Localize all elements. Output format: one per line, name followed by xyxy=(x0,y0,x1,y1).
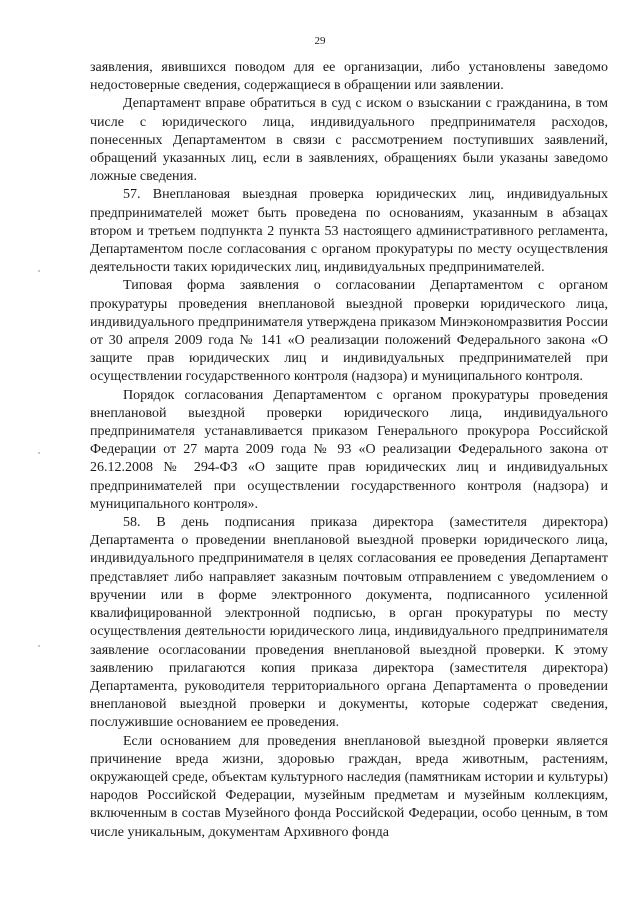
paragraph-standard-form: Типовая форма заявления о согласовании Департаментом с органом прокуратуры проведения внеплановой выездной проверки юридического лица, индивидуального предпринимателя утверждена приказом Минэкономразвития России от 30 апреля 2009 года № 141 «О реализации положений Федерального закона «О защите прав юридических лиц и индивидуальных предпринимателей при осуществлении государственного контроля (надзора) и муниципального контроля. xyxy=(90,278,608,385)
paragraph-court-claim: Департамент вправе обратиться в суд с иском о взыскании с гражданина, в том числе с юридического лица, индивидуального предпринимателя расходов, понесенных Департаментом в связи с рассмотрением поступивших заявлений, обращений указанных лиц, если в заявлениях, обращениях были указаны заведомо ложные сведения. xyxy=(90,96,608,185)
paragraph-clause-58: 58. В день подписания приказа директора (заместителя директора) Департамента о проведении внеплановой выездной проверки юридического лица, индивидуального предпринимателя в целях согласования ее проведения Департамент представляет либо направляет заказным почтовым отправлением с уведомлением о вручении или в форме электронного документа, подписанного усиленной квалифицированной электронной подписью, в орган прокуратуры по месту осуществления деятельности юридического лица, индивидуального предпринимателя заявление осогласовании проведения внеплановой выездной проверки. К этому заявлению прилагаются копия приказа директора (заместителя директора) Департамента, руководителя территориального органа Департамента о проведении внеплановой выездной проверки и документы, которые содержат сведения, послужившие основанием ее проведения. xyxy=(90,515,608,731)
scan-speck xyxy=(38,270,40,272)
scan-speck xyxy=(38,645,40,647)
paragraph-continuation: заявления, явившихся поводом для ее организации, либо установлены заведомо недостоверные сведения, содержащиеся в обращении или заявлении. xyxy=(90,60,608,94)
document-body xyxy=(90,59,608,842)
paragraph-approval-procedure: Порядок согласования Департаментом с органом прокуратуры проведения внеплановой выездной проверки юридического лица, индивидуального предпринимателя устанавливается приказом Генерального прокурора Российской Федерации от 27 марта 2009 года № 93 «О реализации Федерального закона от 26.12.2008 № 294-ФЗ «О защите прав юридических лиц и индивидуальных предпринимателей при осуществлении государственного контроля (надзора) и муниципального контроля». xyxy=(90,387,608,512)
page-number: 29 xyxy=(314,35,326,47)
scan-speck xyxy=(38,452,40,454)
paragraph-harm-grounds: Если основанием для проведения внеплановой выездной проверки является причинение вреда жизни, здоровью граждан, вреда животным, растениям, окружающей среде, объектам культурного наследия (памятникам истории и культуры) народов Российской Федерации, музейным предметам и музейным коллекциям, включенным в состав Музейного фонда Российской Федерации, особо ценным, в том числе уникальным, документам Архивного фонда xyxy=(90,733,608,840)
paragraph-clause-57: 57. Внеплановая выездная проверка юридических лиц, индивидуальных предпринимателей может быть проведена по основаниям, указанным в абзацах втором и третьем подпункта 2 пункта 53 настоящего административного регламента, Департаментом после согласования с органом прокуратуры по месту осуществления деятельности таких юридических лиц, индивидуальных предпринимателей. xyxy=(90,187,608,276)
